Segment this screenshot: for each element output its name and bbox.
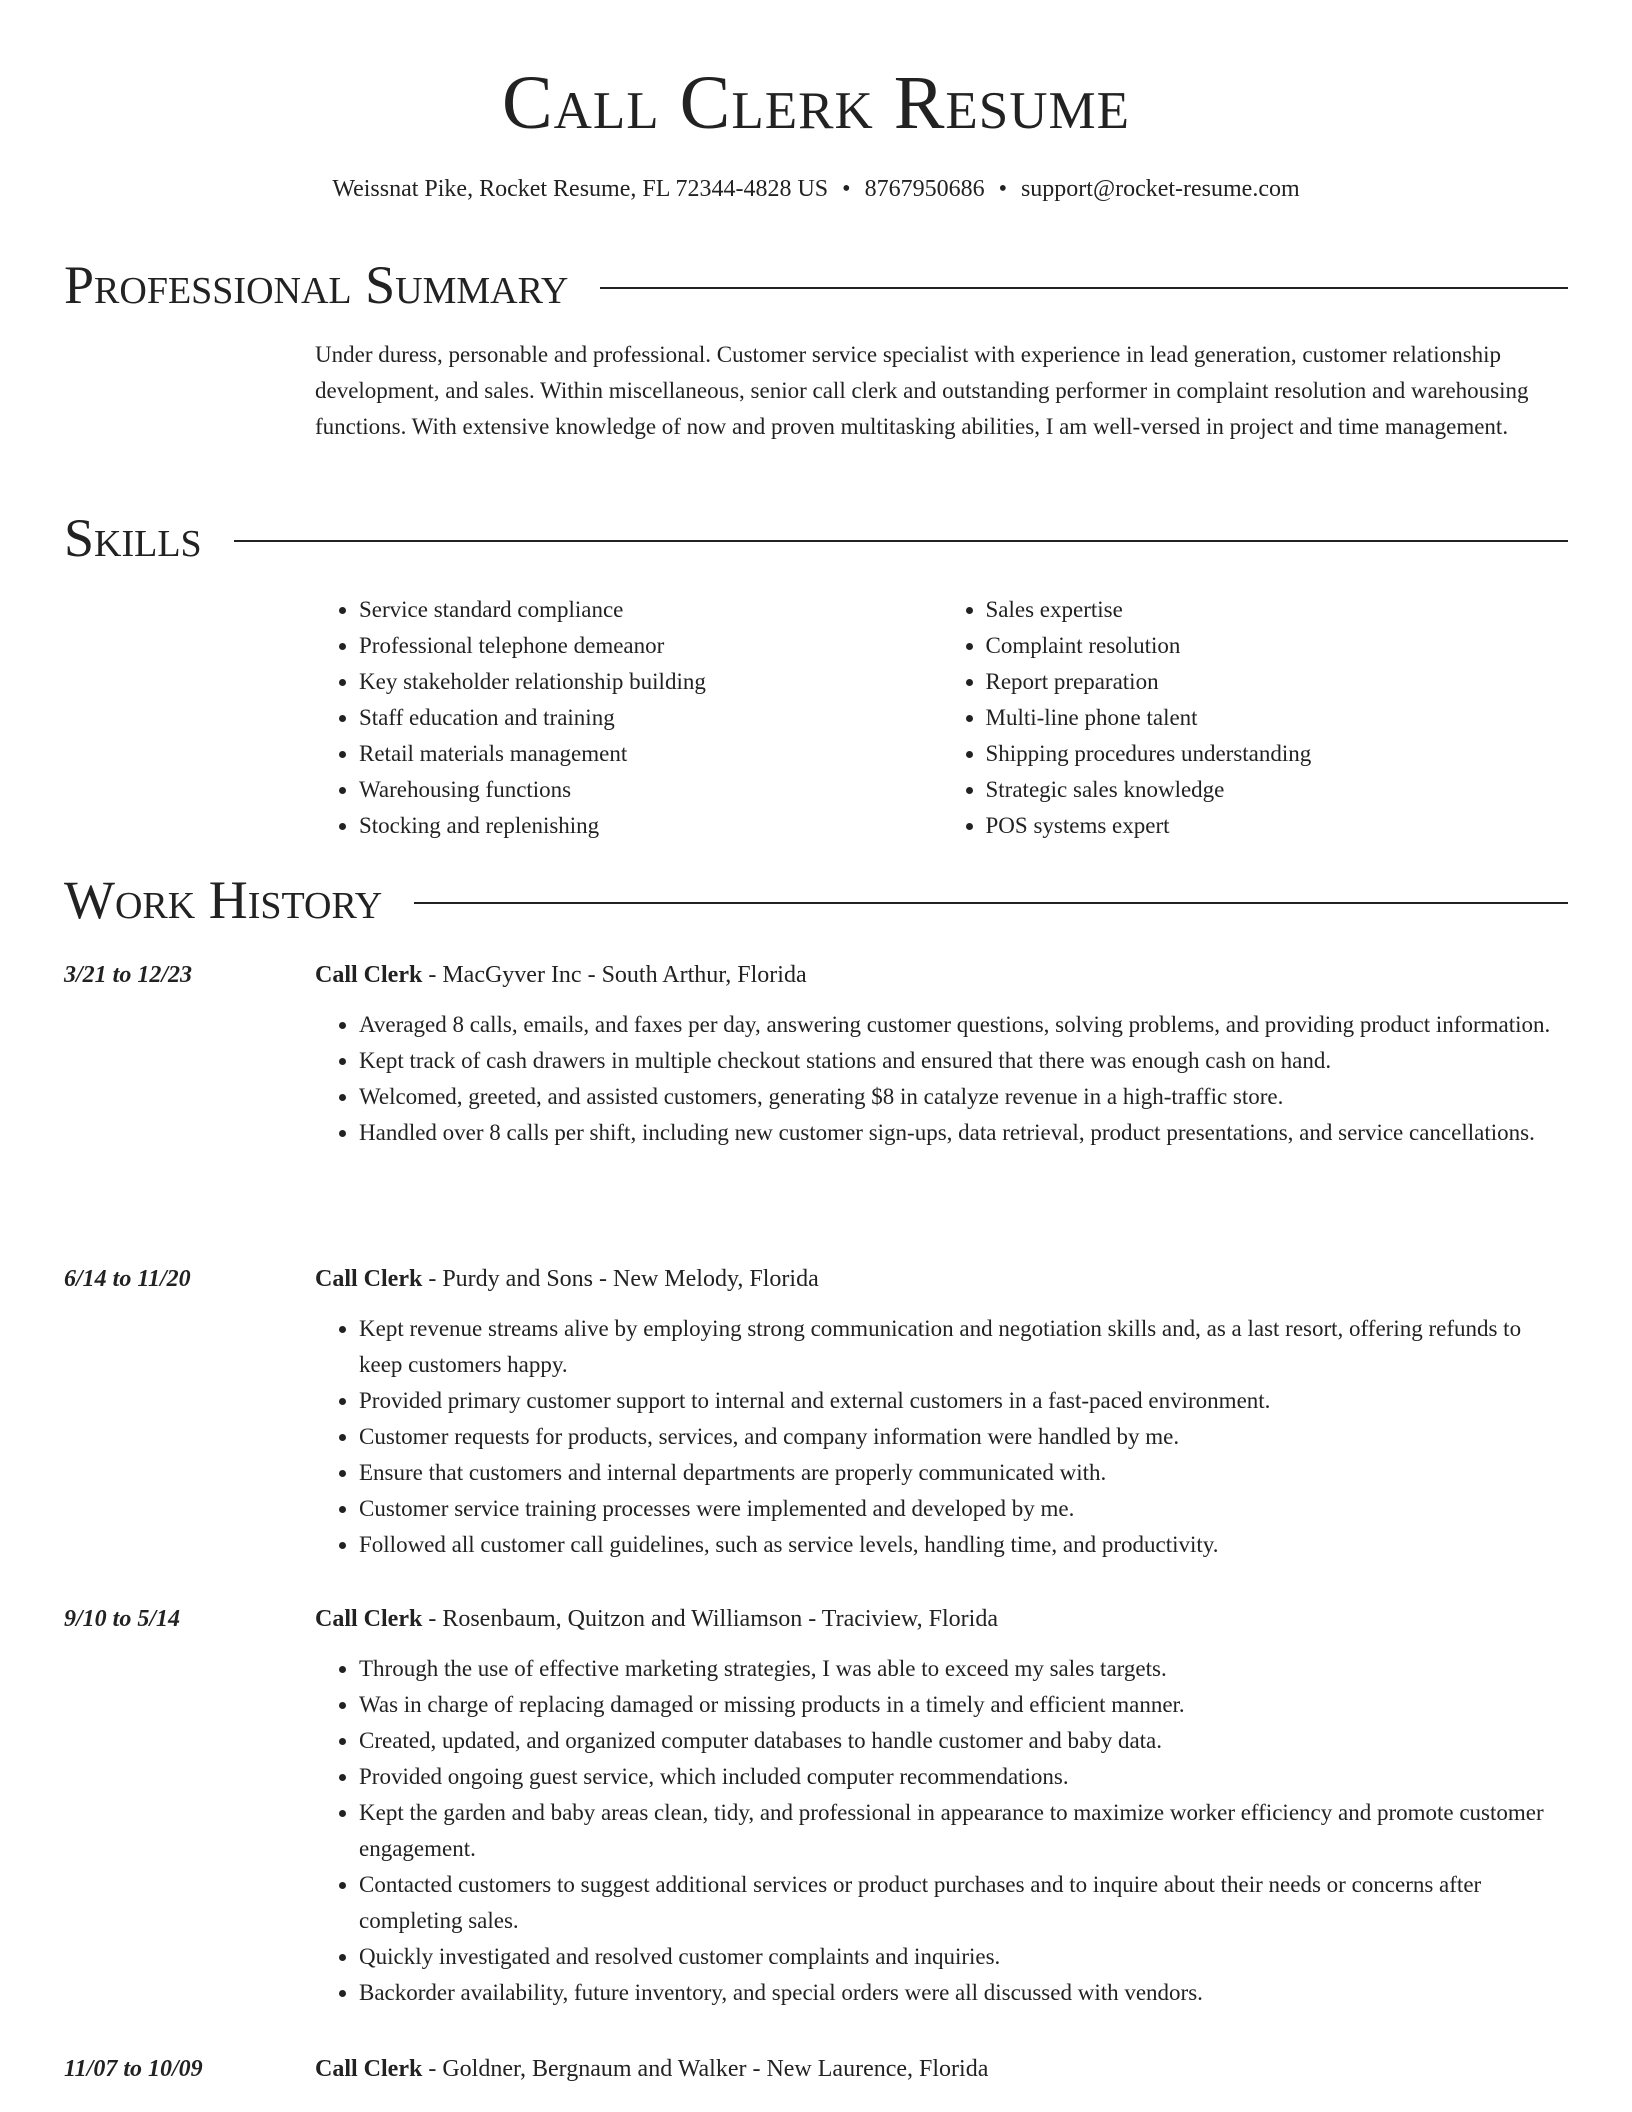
job-bullet: • Backorder availability, future inventory, and special orders were all discussed with vendors.: [359, 1975, 1568, 2011]
job-title-line: [315, 1261, 819, 1297]
skill-item: • Strategic sales knowledge: [986, 772, 1569, 808]
section-heading-summary: Professional Summary: [64, 255, 569, 315]
job-bullet: • Through the use of effective marketing strategies, I was able to exceed my sales targets.: [359, 1651, 1568, 1687]
contact-line: [0, 175, 1632, 204]
contact-separator: •: [998, 176, 1007, 202]
skills-section-header: [64, 509, 1568, 568]
job-bullet: • Provided ongoing guest service, which included computer recommendations.: [359, 1759, 1568, 1795]
job-title: Call Clerk: [315, 1266, 423, 1292]
contact-address: Weissnat Pike, Rocket Resume, FL 72344-4828 US: [332, 176, 829, 202]
job-bullet: • Kept the garden and baby areas clean, tidy, and professional in appearance to maximize worker efficiency and promote customer engagement.: [359, 1795, 1568, 1867]
job-employer: - Purdy and Sons - New Melody, Florida: [422, 1266, 819, 1292]
skill-item: • POS systems expert: [986, 808, 1569, 844]
job-bullet: • Averaged 8 calls, emails, and faxes per day, answering customer questions, solving problems, and providing product information.: [359, 1007, 1568, 1043]
job-employer: - Goldner, Bergnaum and Walker - New Laurence, Florida: [422, 2056, 989, 2082]
section-divider: [234, 540, 1568, 542]
job-title-line: [315, 2051, 988, 2087]
job-dates: 9/10 to 5/14: [64, 1606, 181, 1632]
job-title: Call Clerk: [315, 962, 423, 988]
skill-item: • Sales expertise: [986, 592, 1569, 628]
job-title-line: [315, 957, 807, 993]
section-heading-work: Work History: [64, 870, 383, 930]
skill-item: • Report preparation: [986, 664, 1569, 700]
job-bullet: • Kept revenue streams alive by employing strong communication and negotiation skills and, as a last resort, offering refunds to keep customers happy.: [359, 1311, 1568, 1383]
job-bullets: [315, 1311, 1568, 1563]
job-bullet: • Contacted customers to suggest additional services or product purchases and to inquire about their needs or concerns after completing sales.: [359, 1867, 1568, 1939]
section-divider: [414, 902, 1568, 904]
job-bullet: • Quickly investigated and resolved customer complaints and inquiries.: [359, 1939, 1568, 1975]
skill-item: • Staff education and training: [359, 700, 942, 736]
job-title: Call Clerk: [315, 2056, 423, 2082]
job-dates: 3/21 to 12/23: [64, 962, 193, 988]
job-bullet: • Ensure that customers and internal departments are properly communicated with.: [359, 1455, 1568, 1491]
job-dates: 6/14 to 11/20: [64, 1266, 191, 1292]
job-bullets: [315, 1007, 1568, 1151]
skill-item: • Stocking and replenishing: [359, 808, 942, 844]
skill-item: • Complaint resolution: [986, 628, 1569, 664]
job-employer: - MacGyver Inc - South Arthur, Florida: [422, 962, 807, 988]
job-bullet: • Customer service training processes were implemented and developed by me.: [359, 1491, 1568, 1527]
skill-item: • Multi-line phone talent: [986, 700, 1569, 736]
job-dates: 11/07 to 10/09: [64, 2056, 203, 2082]
contact-email: support@rocket-resume.com: [1020, 176, 1300, 202]
skill-item: • Professional telephone demeanor: [359, 628, 942, 664]
skills-column-left: [315, 592, 942, 844]
summary-text: Under duress, personable and professional. Customer service specialist with experience in lead generation, customer relationship development, and sales. Within miscellaneous, senior call clerk and outstanding performer in complaint resolution and warehousing functions. With extensive knowledge of now and proven multitasking abilities, I am well-versed in project and time management.: [315, 342, 1529, 439]
skill-item: • Retail materials management: [359, 736, 942, 772]
job-employer: - Rosenbaum, Quitzon and Williamson - Traciview, Florida: [422, 1606, 998, 1632]
skill-item: • Shipping procedures understanding: [986, 736, 1569, 772]
job-bullets: [315, 1651, 1568, 2011]
job-bullet: • Created, updated, and organized computer databases to handle customer and baby data.: [359, 1723, 1568, 1759]
job-bullet: • Was in charge of replacing damaged or missing products in a timely and efficient manner.: [359, 1687, 1568, 1723]
section-divider: [600, 287, 1568, 289]
section-heading-skills: Skills: [64, 508, 202, 568]
skill-item: • Warehousing functions: [359, 772, 942, 808]
contact-phone: 8767950686: [864, 176, 985, 202]
job-bullet: • Followed all customer call guidelines, such as service levels, handling time, and productivity.: [359, 1527, 1568, 1563]
skills-list: [315, 592, 1568, 844]
skills-column-right: [942, 592, 1569, 844]
skill-item: • Key stakeholder relationship building: [359, 664, 942, 700]
skill-item: • Service standard compliance: [359, 592, 942, 628]
job-bullet: • Handled over 8 calls per shift, including new customer sign-ups, data retrieval, product presentations, and service cancellations.: [359, 1115, 1568, 1151]
job-bullet: • Provided primary customer support to internal and external customers in a fast-paced environment.: [359, 1383, 1568, 1419]
job-bullet: • Customer requests for products, services, and company information were handled by me.: [359, 1419, 1568, 1455]
job-bullet: • Kept track of cash drawers in multiple checkout stations and ensured that there was enough cash on hand.: [359, 1043, 1568, 1079]
job-bullet: • Welcomed, greeted, and assisted customers, generating $8 in catalyze revenue in a high-traffic store.: [359, 1079, 1568, 1115]
summary-section-header: [64, 256, 1568, 315]
contact-separator: •: [842, 176, 851, 202]
resume-title: Call Clerk Resume: [501, 61, 1131, 145]
job-title-line: [315, 1601, 998, 1637]
job-title: Call Clerk: [315, 1606, 423, 1632]
work-section-header: [64, 871, 1568, 930]
